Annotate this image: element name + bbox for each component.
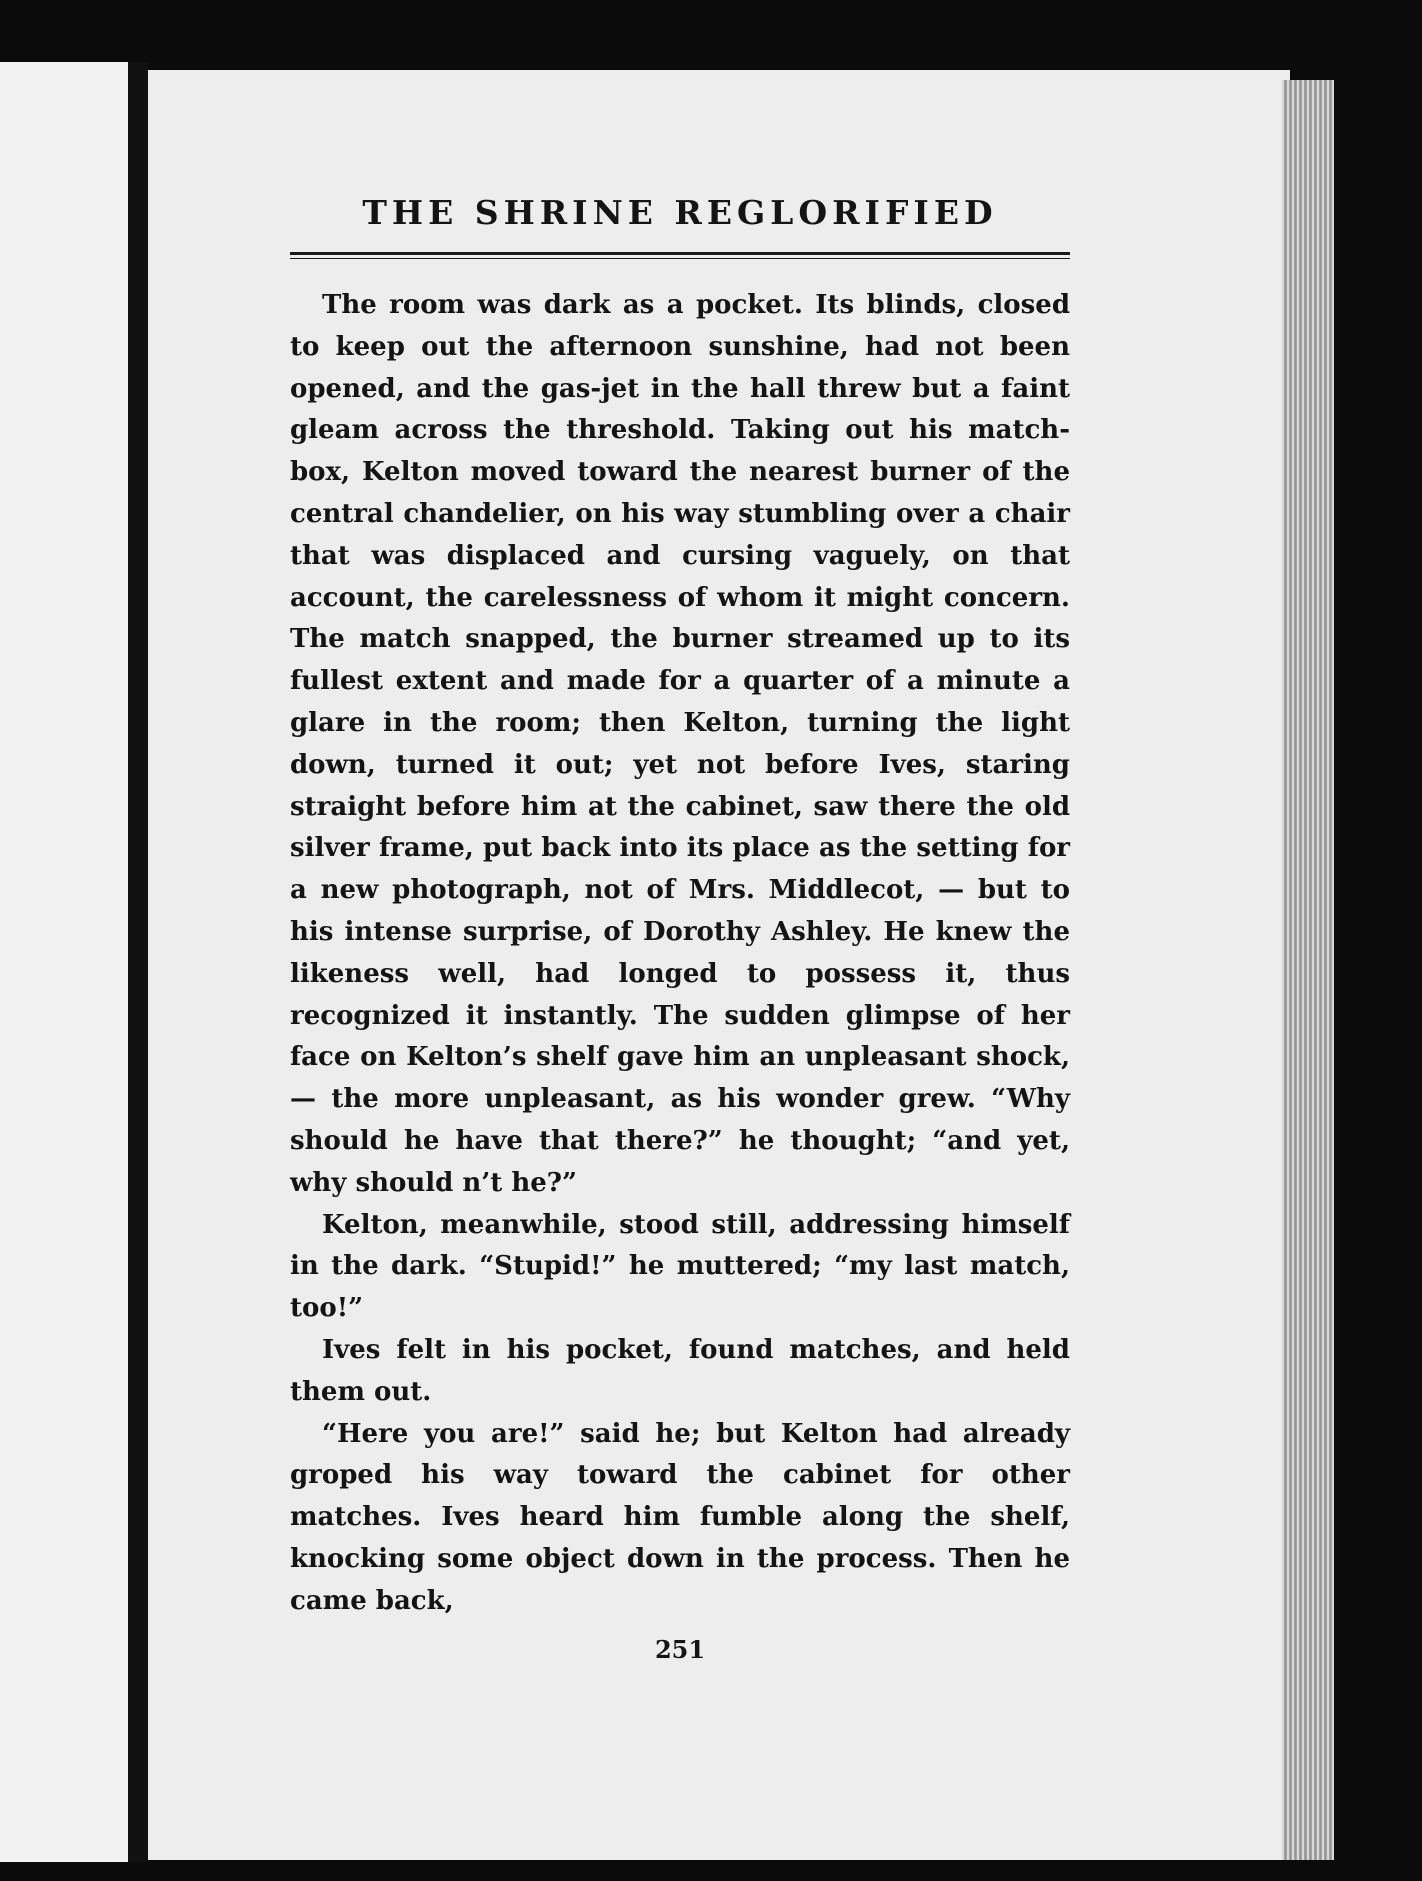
paragraph-3: Ives felt in his pocket, found matches, and held them out. <box>290 1334 1070 1407</box>
body-text <box>290 285 1070 1623</box>
paragraph-4: “Here you are!” said he; but Kelton had already groped his way toward the cabinet for other matches. Ives heard him fumble along the shelf, knocking some object down in the process. Then he came back, <box>290 1418 1070 1616</box>
book-gutter <box>128 62 148 1862</box>
background-shadow <box>1334 90 1422 1860</box>
header-rule <box>290 252 1070 259</box>
paragraph-2: Kelton, meanwhile, stood still, addressing himself in the dark. “Stupid!” he muttered; “my last match, too!” <box>290 1209 1070 1324</box>
page-block-edges <box>1282 80 1334 1860</box>
facing-page-edge <box>0 62 128 1862</box>
running-head: THE SHRINE REGLORIFIED <box>362 193 998 232</box>
page-number: 251 <box>654 1634 706 1664</box>
paragraph-1: The room was dark as a pocket. Its blinds, closed to keep out the afternoon sunshine, had not been opened, and the gas-jet in the hall threw but a faint gleam across the threshold. Taking out his match-box, Kelton moved toward the nearest burner of the central chandelier, on his way stumbling over a chair that was displaced and cursing vaguely, on that account, the carelessness of whom it might concern. The match snapped, the burner streamed up to its fullest extent and made for a quarter of a minute a glare in the room; then Kelton, turning the light down, turned it out; yet not before Ives, staring straight before him at the cabinet, saw there the old silver frame, put back into its place as the setting for a new photograph, not of Mrs. Middlecot, — but to his intense surprise, of Dorothy Ashley. He knew the likeness well, had longed to possess it, thus recognized it instantly. The sudden glimpse of her face on Kelton’s shelf gave him an unpleasant shock, — the more unpleasant, as his wonder grew. “Why should he have that there?” he thought; “and yet, why should n’t he?” <box>290 290 1070 1198</box>
page-content <box>290 190 1070 1664</box>
